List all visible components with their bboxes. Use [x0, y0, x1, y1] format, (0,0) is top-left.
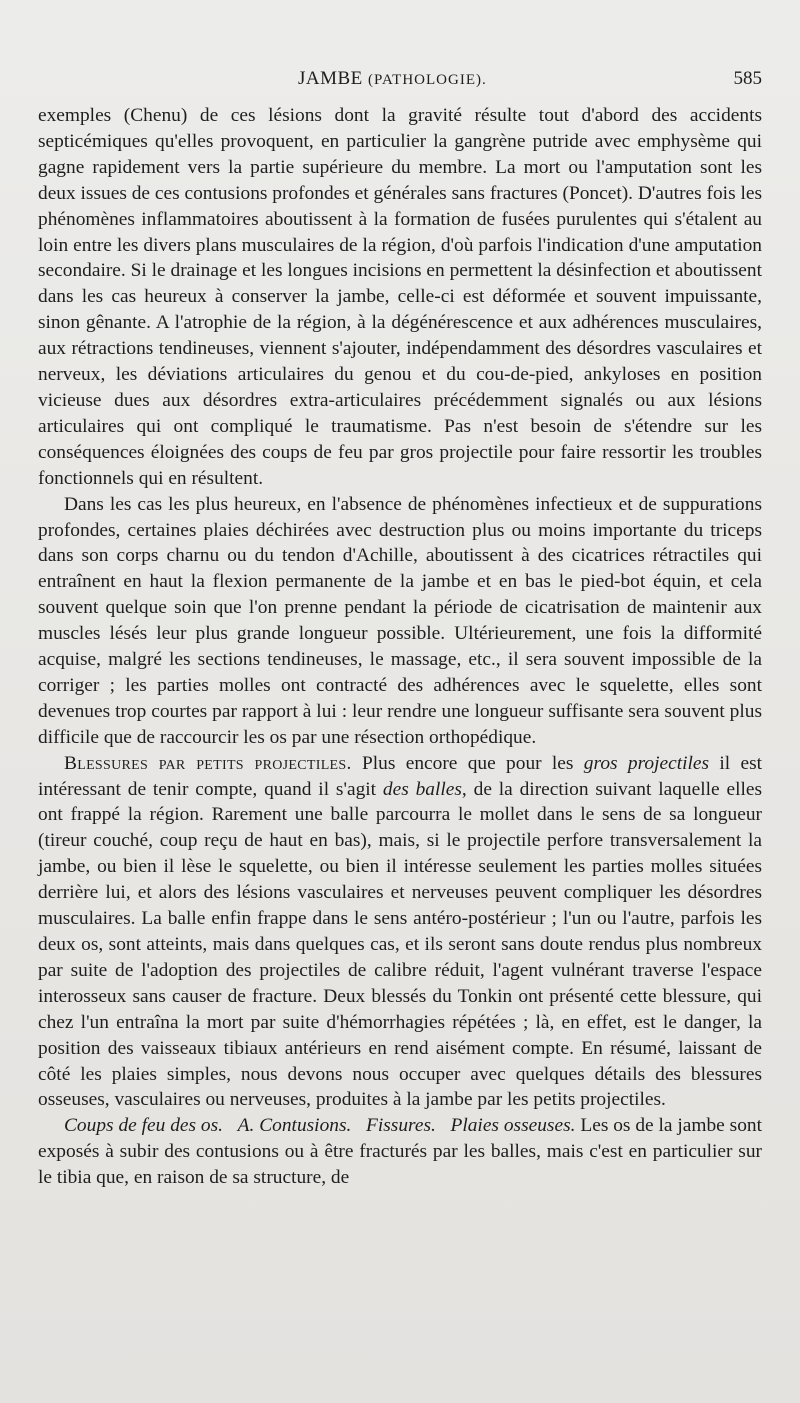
header-title: JAMBE [298, 68, 363, 89]
italic-gros-projectiles: gros projectiles [583, 752, 710, 774]
running-header [60, 68, 762, 100]
paragraph-3: Blessures par petits projectiles. Plus encore que pour les gros projectiles il est intéressant de tenir compte, quand il s'agit des balles, de la direction suivant laquelle elles ont frappé la région. Rarement une balle parcourra le mollet dans le sens de sa longueur (tireur couché, coup reçu de haut en bas), mais, si le projectile perfore transversalement la jambe, ou bien il lèse le squelette, ou bien il intéresse seulement les parties molles situées derrière lui, et alors des lésions vasculaires et nerveuses peuvent compliquer les désordres musculaires. La balle enfin frappe dans le sens antéro-postérieur ; l'un ou l'autre, parfois les deux os, sont atteints, mais dans quelques cas, et ils seront sans doute rendus plus nombreux par suite de l'adoption des projectiles de calibre réduit, l'agent vulnérant traverse l'espace interosseux sans causer de fracture. Deux blessés du Tonkin ont présenté cette blessure, qui chez l'un entraîna la mort par suite d'hémorrhagies répétées ; là, en effet, est le danger, la position des vaisseaux tibiaux antérieurs en rend aisément compte. En résumé, laissant de côté les plaies simples, nous devons nous occuper avec quelques détails des blessures osseuses, vasculaires ou nerveuses, produites à la jambe par les petits projectiles. [38, 752, 763, 1111]
section-heading-bone-wounds: Coups de feu des os. [64, 1115, 224, 1137]
paragraph-4: Coups de feu des os. A. Contusions. Fissures. Plaies osseuses. Les os de la jambe sont exposés à subir des contusions ou à être fracturés par les balles, mais c'est en particulier sur le tibia que, en raison de sa structure, de [38, 1115, 762, 1189]
subheading-contusions: A. Contusions. [237, 1115, 352, 1137]
section-heading-small-projectiles: Blessures par petits projectiles. [64, 752, 352, 774]
paragraph-1: exemples (Chenu) de ces lésions dont la gravité résulte tout d'abord des accidents septicémiques qu'elles provoquent, en particulier la gangrène putride avec emphysème qui gagne rapidement vers la partie supérieure du membre. La mort ou l'amputation sont les deux issues de ces contusions profondes et générales sans fractures (Poncet). D'autres fois les phénomènes inflammatoires aboutissent à la formation de fusées purulentes qui s'étalent au loin entre les divers plans musculaires de la région, d'où parfois l'indication d'une amputation secondaire. Si le drainage et les longues incisions en permettent la désinfection et aboutissent dans les cas heureux à conserver la jambe, celle-ci est déformée et souvent impuissante, sinon gênante. A l'atrophie de la région, à la dégénérescence et aux adhérences musculaires, aux rétractions tendineuses, viennent s'ajouter, indépendamment des désordres vasculaires et nerveux, les déviations articulaires du genou et du cou-de-pied, ankyloses en position vicieuse dues aux désordres extra-articulaires précédemment signalés ou aux lésions articulaires qui ont compliqué le traumatisme. Pas n'est besoin de s'étendre sur les conséquences éloignées des coups de feu par gros projectile pour faire ressortir les troubles fonctionnels qui en résultent. [38, 105, 762, 489]
subheading-fissures: Fissures. [366, 1115, 436, 1137]
subheading-plaies-osseuses: Plaies osseuses. [450, 1115, 576, 1137]
header-subtitle: (PATHOLOGIE). [368, 72, 487, 88]
body-text [38, 103, 762, 1191]
running-title [298, 68, 487, 90]
paragraph-2: Dans les cas les plus heureux, en l'absence de phénomènes infectieux et de suppurations profondes, certaines plaies déchirées avec destruction plus ou moins importante du triceps dans son corps charnu ou du tendon d'Achille, aboutissent à des cicatrices rétractiles qui entraînent en haut la flexion permanente de la jambe et en bas le pied-bot équin, et cela souvent quelque soin que l'on prenne pendant la période de cicatrisation de maintenir aux muscles lésés leur plus grande longueur possible. Ultérieurement, une fois la difformité acquise, malgré les sections tendineuses, le massage, etc., il sera souvent impossible de la corriger ; les parties molles ont contracté des adhérences avec le squelette, elles sont devenues trop courtes par rapport à lui : leur rendre une longueur suffisante sera souvent plus difficile que de raccourcir les os par une résection orthopédique. [38, 493, 762, 748]
page-number: 585 [733, 68, 762, 89]
italic-des-balles: des balles [382, 778, 462, 800]
